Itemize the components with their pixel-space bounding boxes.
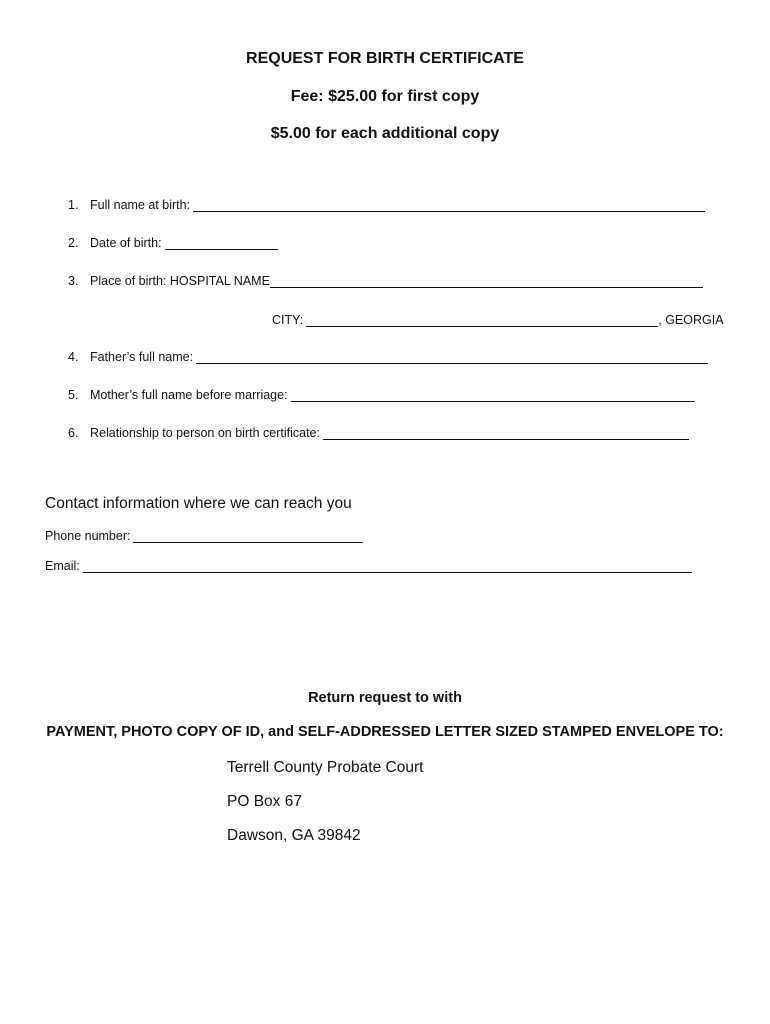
- item-number: 5.: [68, 388, 79, 402]
- father-name-field[interactable]: [196, 350, 708, 364]
- full-name-field[interactable]: [193, 198, 705, 212]
- email-field[interactable]: [83, 559, 692, 573]
- city-field[interactable]: [306, 313, 658, 327]
- city-row: [272, 313, 724, 327]
- date-of-birth-field[interactable]: [165, 236, 278, 250]
- father-name-label: Father’s full name:: [90, 350, 194, 364]
- item-number: 1.: [68, 198, 79, 212]
- full-name-row: [68, 198, 705, 212]
- full-name-label: Full name at birth:: [90, 198, 191, 212]
- item-number: 4.: [68, 350, 79, 364]
- mother-name-label: Mother’s full name before marriage:: [90, 388, 288, 402]
- item-number: 3.: [68, 274, 79, 288]
- hospital-name-field[interactable]: [270, 274, 703, 288]
- email-label: Email:: [45, 559, 80, 573]
- item-number: 2.: [68, 236, 79, 250]
- hospital-name-label: Place of birth: HOSPITAL NAME: [90, 274, 270, 288]
- address-line-city: Dawson, GA 39842: [227, 827, 361, 844]
- relationship-row: [68, 426, 689, 440]
- relationship-field[interactable]: [323, 426, 689, 440]
- state-suffix: , GEORGIA: [658, 313, 724, 327]
- fee-first-copy: Fee: $25.00 for first copy: [290, 88, 480, 105]
- requirements-line: PAYMENT, PHOTO COPY OF ID, and SELF-ADDRESSED LETTER SIZED STAMPED ENVELOPE TO:: [46, 724, 724, 740]
- return-request-line: Return request to with: [308, 690, 462, 706]
- mother-name-row: [68, 388, 695, 402]
- phone-label: Phone number:: [45, 529, 131, 543]
- date-of-birth-label: Date of birth:: [90, 236, 162, 250]
- email-row: [45, 559, 692, 573]
- contact-heading: Contact information where we can reach you: [45, 495, 352, 512]
- father-name-row: [68, 350, 708, 364]
- relationship-label: Relationship to person on birth certificate:: [90, 426, 320, 440]
- phone-row: [45, 529, 363, 543]
- item-number: 6.: [68, 426, 79, 440]
- mother-name-field[interactable]: [291, 388, 695, 402]
- page-title: REQUEST FOR BIRTH CERTIFICATE: [246, 50, 524, 67]
- city-label: CITY:: [272, 313, 304, 327]
- address-line-court: Terrell County Probate Court: [227, 759, 424, 776]
- address-line-pobox: PO Box 67: [227, 793, 302, 810]
- phone-field[interactable]: [133, 529, 363, 543]
- date-of-birth-row: [68, 236, 278, 250]
- fee-additional-copy: $5.00 for each additional copy: [270, 125, 500, 142]
- place-of-birth-row: [68, 274, 703, 288]
